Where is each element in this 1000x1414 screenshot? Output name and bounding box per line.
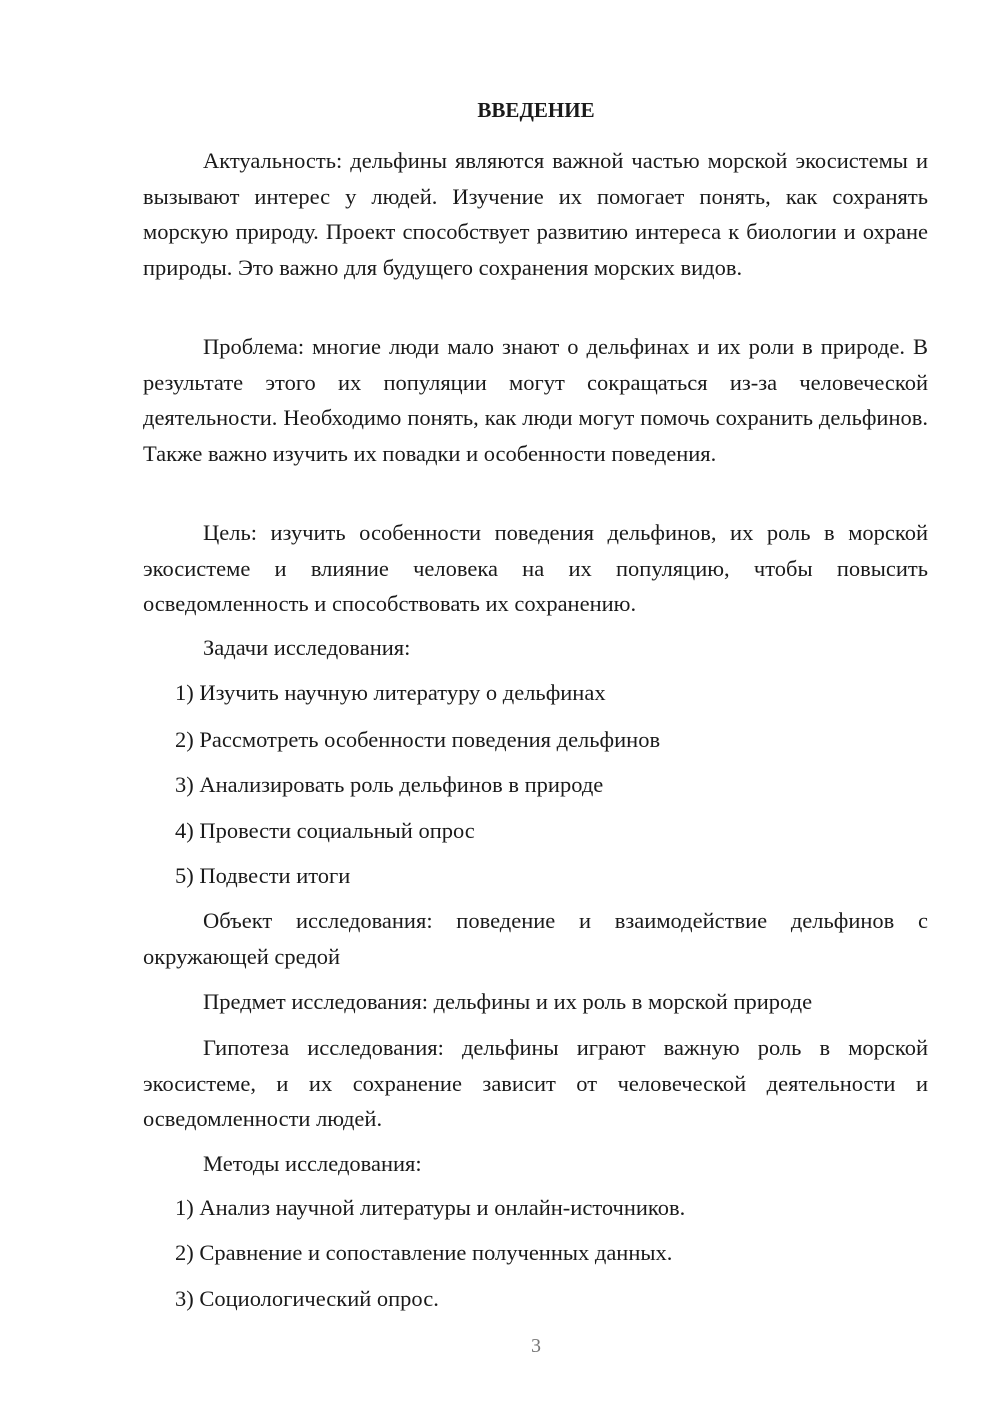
method-item: 1) Анализ научной литературы и онлайн-источников. [175,1195,686,1220]
task-item: 1) Изучить научную литературу о дельфинах [175,680,606,705]
method-item: 3) Социологический опрос. [175,1286,439,1311]
method-item: 2) Сравнение и сопоставление полученных данных. [175,1240,673,1265]
problem-paragraph: Проблема: многие люди мало знают о дельфинах и их роли в природе. В результате этого их популяции могут сокращаться из-за человеческой деятельности. Необходимо понять, как люди могут помочь сохранить дельфинов. Также важно изучить их повадки и особенности поведения. [143,334,928,466]
tasks-title: Задачи исследования: [203,635,411,660]
subject-paragraph: Предмет исследования: дельфины и их роль в морской природе [203,989,813,1014]
methods-title: Методы исследования: [203,1151,422,1176]
goal-paragraph: Цель: изучить особенности поведения дельфинов, их роль в морской экосистеме и влияние человека на их популяцию, чтобы повысить осведомленность и способствовать их сохранению. [143,520,928,616]
hypothesis-paragraph: Гипотеза исследования: дельфины играют важную роль в морской экосистеме, и их сохранение зависит от человеческой деятельности и осведомленности людей. [143,1035,928,1131]
section-heading: ВВЕДЕНИЕ [477,98,595,122]
relevance-paragraph: Актуальность: дельфины являются важной частью морской экосистемы и вызывают интерес у людей. Изучение их помогает понять, как сохранять морскую природу. Проект способствует развитию интереса к биологии и охране природы. Это важно для будущего сохранения морских видов. [143,148,928,280]
task-item: 4) Провести социальный опрос [175,818,475,843]
task-item: 3) Анализировать роль дельфинов в природе [175,772,604,797]
task-item: 5) Подвести итоги [175,863,351,888]
task-item: 2) Рассмотреть особенности поведения дельфинов [175,727,661,752]
object-paragraph: Объект исследования: поведение и взаимодействие дельфинов с окружающей средой [143,908,928,969]
page-number: 3 [531,1335,541,1357]
